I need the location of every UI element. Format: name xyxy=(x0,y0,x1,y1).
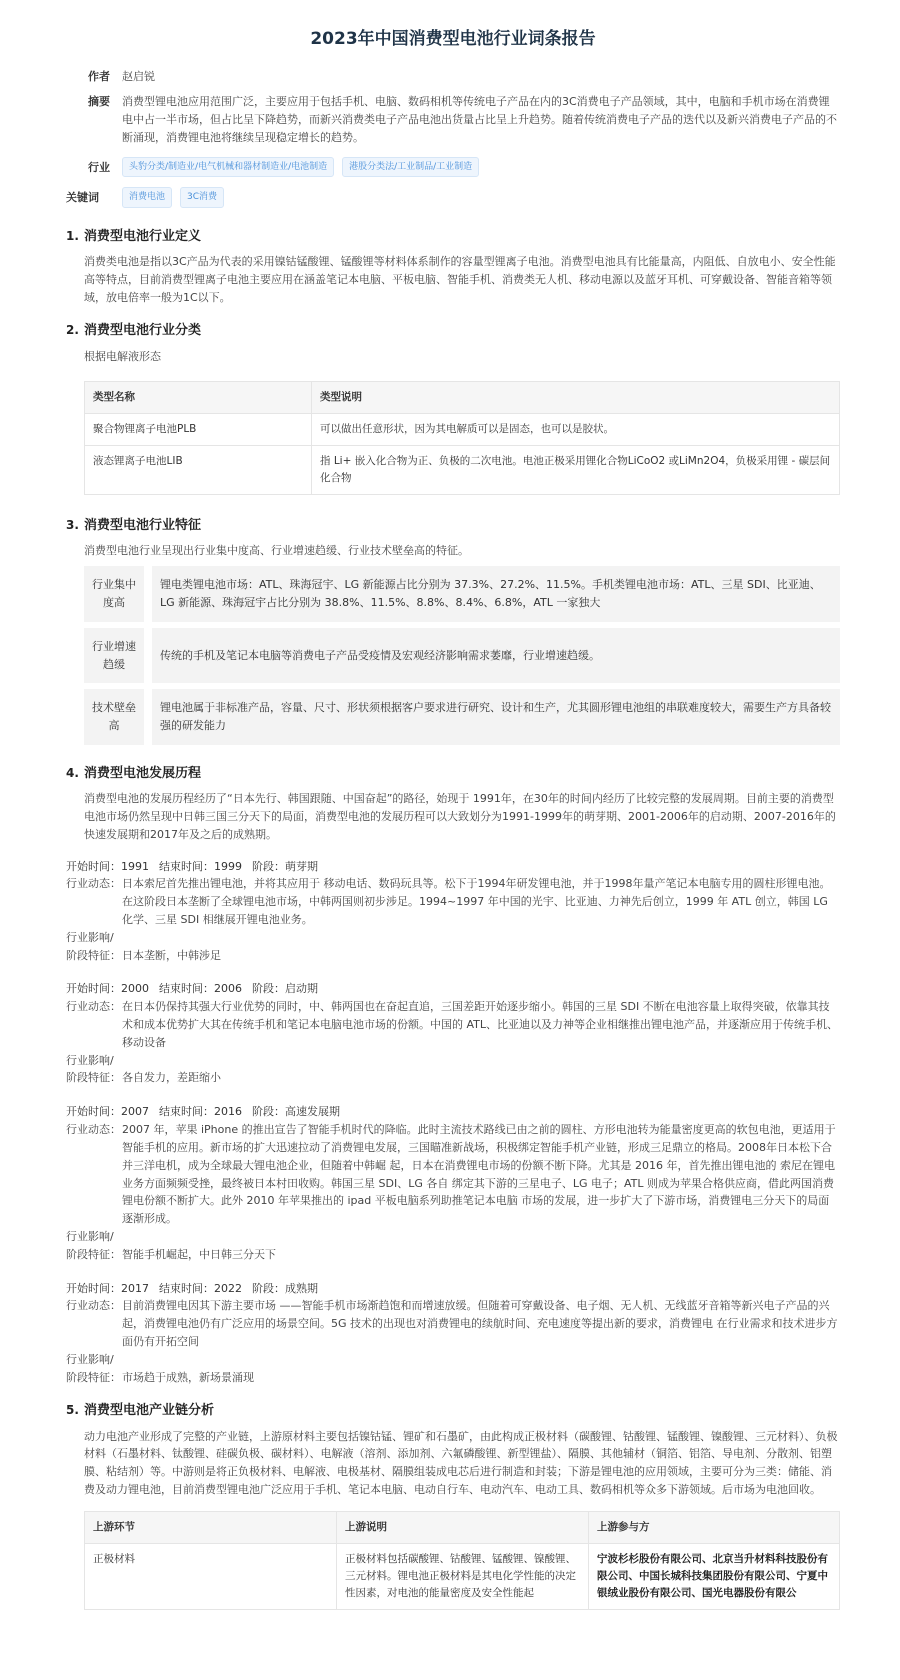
section-number: 2. xyxy=(66,323,79,338)
start-value: 2007 xyxy=(121,1105,149,1119)
table-header: 类型名称 xyxy=(85,382,312,414)
end-value: 1999 xyxy=(214,859,242,873)
stage-block xyxy=(66,858,840,965)
phase-label: 阶段： xyxy=(252,1105,285,1119)
stage-end xyxy=(159,1103,242,1121)
section-title: 消费型电池行业特征 xyxy=(84,518,202,534)
feature-label: 阶段特征： xyxy=(66,1247,121,1261)
section-classification xyxy=(66,320,840,495)
phase-value: 萌芽期 xyxy=(285,859,318,873)
stage-phase xyxy=(252,1280,318,1298)
dynamic-text: 目前消费锂电因其下游主要市场 ——智能手机市场渐趋饱和而增速放缓。但随着可穿戴设备、电子烟、无人机、无线蓝牙音箱等新兴电子产品的兴起，消费锂电池仍有广泛应用的场景空间。5G 技术的出现也对消费锂电的续航时间、充电速度等提出新的要求，消费锂电 在行业需求和技术进步方面仍有开拓空间 xyxy=(122,1299,838,1349)
stage-dynamic-row xyxy=(66,998,840,1051)
keywords-row xyxy=(66,187,840,208)
stage-block xyxy=(66,980,840,1087)
dynamic-text: 在日本仍保持其强大行业优势的同时，中、韩两国也在奋起直追，三国差距开始逐步缩小。韩国的三星 SDI 不断在电池容量上取得突破，依靠其技术和成本优势扩大其在传统手机和笔记本电脑电池市场的份额。中国的 ATL、比亚迪以及力神等企业相继推出锂电池产品，并逐渐应用于传统手机、移动设备 xyxy=(122,1000,839,1049)
feature-text: 各自发力，差距缩小 xyxy=(122,1071,221,1085)
start-label: 开始时间： xyxy=(66,982,121,996)
stage-impact-row xyxy=(66,1052,840,1070)
start-value: 1991 xyxy=(121,859,149,873)
end-value: 2016 xyxy=(214,1105,242,1119)
end-label: 结束时间： xyxy=(159,1105,214,1119)
section-title: 消费型电池产业链分析 xyxy=(84,1403,215,1419)
stage-end xyxy=(159,980,242,998)
impact-label: 行业影响/ xyxy=(66,1229,114,1243)
feature-text: 日本垄断，中韩涉足 xyxy=(122,948,221,962)
section-title: 消费型电池行业分类 xyxy=(84,323,202,339)
table-row xyxy=(85,1543,840,1609)
stage-end xyxy=(159,858,242,876)
section-number: 4. xyxy=(66,766,79,781)
table-header-row xyxy=(85,382,840,414)
table-cell: 宁波杉杉股份有限公司、北京当升材料科技股份有限公司、中国长城科技集团股份有限公司、宁夏中银绒业股份有限公司、国光电器股份有限公 xyxy=(589,1543,840,1609)
section-title: 消费型电池发展历程 xyxy=(84,766,202,782)
end-value: 2006 xyxy=(214,982,242,996)
stage-phase xyxy=(252,1103,340,1121)
table-row xyxy=(85,446,840,495)
table-cell: 聚合物锂离子电池PLB xyxy=(85,414,312,446)
phase-label: 阶段： xyxy=(252,1281,285,1295)
stage-block xyxy=(66,1280,840,1387)
industry-tags xyxy=(122,157,840,178)
stage-phase xyxy=(252,858,318,876)
start-label: 开始时间： xyxy=(66,1281,121,1295)
section-title: 消费型电池行业定义 xyxy=(84,228,202,244)
dynamic-text: 日本索尼首先推出锂电池，并将其应用于 移动电话、数码玩具等。松下于1994年研发锂电池，并于1998年量产笔记本电脑专用的圆柱形锂电池。在这阶段日本垄断了全球锂电池市场，中韩两国则初步涉足。1994~1997 年中国的光宇、比亚迪、力神先后创立，1999 年 ATL 创立，韩国 LG 化学、三星 SDI 相继展开锂电池业务。 xyxy=(122,877,831,926)
dynamic-label: 行业动态： xyxy=(66,1299,121,1313)
stage-impact-row xyxy=(66,1228,840,1246)
table-cell: 可以做出任意形状，因为其电解质可以是固态，也可以是胶状。 xyxy=(312,414,840,446)
industry-tag[interactable]: 头豹分类/制造业/电气机械和器材制造业/电池制造 xyxy=(122,157,334,178)
keyword-tag[interactable]: 消费电池 xyxy=(122,187,172,208)
table-header: 类型说明 xyxy=(312,382,840,414)
stage-start xyxy=(66,1280,149,1298)
table-header: 上游说明 xyxy=(337,1511,589,1543)
stage-start xyxy=(66,1103,149,1121)
phase-value: 成熟期 xyxy=(285,1281,318,1295)
section-heading xyxy=(66,515,840,536)
abstract-row xyxy=(66,93,840,146)
phase-label: 阶段： xyxy=(252,859,285,873)
keyword-tags xyxy=(110,187,840,208)
chain-table xyxy=(84,1511,840,1610)
phase-label: 阶段： xyxy=(252,982,285,996)
stage-impact-row xyxy=(66,929,840,947)
table-cell: 液态锂离子电池LIB xyxy=(85,446,312,495)
stage-feature-row xyxy=(66,947,840,965)
industry-tag[interactable]: 港股分类法/工业制品/工业制造 xyxy=(342,157,479,178)
table-header: 上游参与方 xyxy=(589,1511,840,1543)
start-label: 开始时间： xyxy=(66,1105,121,1119)
section-intro: 消费型电池的发展历程经历了“日本先行、韩国跟随、中国奋起”的路径，始现于 1991年，在30年的时间内经历了比较完整的发展周期。目前主要的消费型电池市场仍然呈现中日韩三国三分天下的局面，消费型电池的发展历程可以大致划分为1991-1999年的萌芽期、2001-2006年的启动期、2007-2016年的快速发展期和2017年及之后的成熟期。 xyxy=(84,792,836,841)
table-header: 上游环节 xyxy=(85,1511,337,1543)
impact-label: 行业影响/ xyxy=(66,1352,114,1366)
feature-label: 阶段特征： xyxy=(66,1370,121,1384)
stage-block xyxy=(66,1103,840,1263)
stage-dynamic-row xyxy=(66,1297,840,1350)
table-cell: 正极材料包括碳酸锂、钴酸锂、锰酸锂、镍酸锂、三元材料。锂电池正极材料是其电化学性能的决定性因素，对电池的能量密度及安全性能起 xyxy=(337,1543,589,1609)
feature-value: 锂电类锂电池市场：ATL、珠海冠宇、LG 新能源占比分别为 37.3%、27.2%、11.5%。手机类锂电池市场：ATL、三星 SDI、比亚迪、LG 新能源、珠海冠宇占比分别为 38.8%、11.5%、8.8%、8.4%、6.8%，ATL 一家独大 xyxy=(152,566,840,622)
industry-label: 行业 xyxy=(88,160,110,174)
industry-row xyxy=(66,157,840,178)
feature-label: 阶段特征： xyxy=(66,948,121,962)
section-number: 5. xyxy=(66,1403,79,1418)
table-header-row xyxy=(85,1511,840,1543)
stage-time-row xyxy=(66,1280,840,1298)
feature-key: 行业增速趋缓 xyxy=(84,628,144,684)
abstract-text: 消费型锂电池应用范围广泛，主要应用于包括手机、电脑、数码相机等传统电子产品在内的3C消费电子产品领域，其中，电脑和手机市场在消费锂电中占一半市场，但占比呈下降趋势，而新兴消费类电子产品电池出货量占比呈上升趋势。随着传统消费电子产品的迭代以及新兴消费电子产品的不断涌现，消费锂电池将继续呈现稳定增长的趋势。 xyxy=(122,95,837,144)
section-heading xyxy=(66,226,840,247)
author-row xyxy=(66,68,840,86)
dynamic-text: 2007 年，苹果 iPhone 的推出宣告了智能手机时代的降临。此时主流技术路线已由之前的圆柱、方形电池转为能量密度更高的软包电池，更适用于智能手机的应用。新市场的扩大迅速拉动了消费锂电发展，三国瞄准新战场，积极绑定智能手机产业链，形成三足鼎立的格局。2008年日本松下合并三洋电机，成为全球最大锂电池企业，但随着中韩崛 起，日本在消费锂电市场的份额不断下降。尤其是 2016 年，首先推出锂电池的 索尼在锂电业务方面频频受挫，最终被日本村田收购。韩国三星 SDI、LG 各自 绑定其下游的三星电子、LG 电子；ATL 则成为苹果合格供应商，借此两国消费 锂电份额不断扩大。此外 2010 年苹果推出的 ipad 平板电脑系列助推笔记本电脑 市场的发展，进一步扩大了下游市场，消费锂电三分天下的局面逐渐形成。 xyxy=(122,1123,836,1226)
start-value: 2017 xyxy=(121,1281,149,1295)
abstract-label: 摘要 xyxy=(88,95,110,109)
author-label: 作者 xyxy=(88,69,110,83)
feature-value: 锂电池属于非标准产品，容量、尺寸、形状须根据客户要求进行研究、设计和生产，尤其圆形锂电池组的串联难度较大，需要生产方具备较强的研发能力 xyxy=(152,689,840,745)
section-intro: 消费型电池行业呈现出行业集中度高、行业增速趋缓、行业技术壁垒高的特征。 xyxy=(84,544,469,558)
stage-time-row xyxy=(66,1103,840,1121)
section-paragraph: 消费类电池是指以3C产品为代表的采用镍钴锰酸锂、锰酸锂等材料体系制作的容量型锂离子电池。消费型电池具有比能量高，内阻低、自放电小、安全性能高等特点，目前消费型锂离子电池主要应用在涵盖笔记本电脑、平板电脑、智能手机、消费类无人机、移动电源以及蓝牙耳机、可穿戴设备、智能音箱等领域，放电倍率一般为1C以下。 xyxy=(84,255,836,304)
author-name: 赵启锐 xyxy=(122,69,155,83)
stage-start xyxy=(66,980,149,998)
end-value: 2022 xyxy=(214,1281,242,1295)
keywords-label: 关键词 xyxy=(66,191,99,205)
section-features xyxy=(66,515,840,745)
phase-value: 启动期 xyxy=(285,982,318,996)
feature-text: 市场趋于成熟，新场景涌现 xyxy=(122,1370,254,1384)
stage-impact-row xyxy=(66,1351,840,1369)
feature-value: 传统的手机及笔记本电脑等消费电子产品受疫情及宏观经济影响需求萎靡，行业增速趋缓。 xyxy=(152,628,840,684)
dynamic-label: 行业动态： xyxy=(66,1000,121,1014)
stage-time-row xyxy=(66,980,840,998)
feature-row xyxy=(84,628,840,684)
start-value: 2000 xyxy=(121,982,149,996)
section-heading xyxy=(66,320,840,341)
end-label: 结束时间： xyxy=(159,1281,214,1295)
dynamic-label: 行业动态： xyxy=(66,877,121,891)
stage-feature-row xyxy=(66,1069,840,1087)
stage-dynamic-row xyxy=(66,1121,840,1228)
stage-feature-row xyxy=(66,1369,840,1387)
section-definition xyxy=(66,226,840,306)
section-number: 1. xyxy=(66,228,79,243)
end-label: 结束时间： xyxy=(159,859,214,873)
table-row xyxy=(85,414,840,446)
impact-label: 行业影响/ xyxy=(66,1053,114,1067)
feature-key: 技术壁垒高 xyxy=(84,689,144,745)
stage-dynamic-row xyxy=(66,875,840,928)
stage-feature-row xyxy=(66,1246,840,1264)
section-intro: 动力电池产业形成了完整的产业链，上游原材料主要包括镍钴锰、锂矿和石墨矿，由此构成正极材料（碳酸锂、钴酸锂、锰酸锂、镍酸锂、三元材料）、负极材料（石墨材料、钛酸锂、硅碳负极、碳材料）、电解液（溶剂、添加剂、六氟磷酸锂、新型锂盐）、隔膜、其他辅材（铜箔、铝箔、导电剂、分散剂、铝塑膜、粘结剂）等。中游则是将正负极材料、电解液、电极基材、隔膜组装成电芯后进行制造和封装；下游是锂电池的应用领域，主要可分为三类：储能、消费及动力锂电池，目前消费型锂电池广泛应用于手机、笔记本电脑、电动自行车、电动汽车、电动工具、数码相机等众多下游领域。后市场为电池回收。 xyxy=(84,1429,838,1496)
section-intro: 根据电解液形态 xyxy=(84,349,161,363)
page-title: 2023年中国消费型电池行业词条报告 xyxy=(310,29,596,49)
feature-label: 阶段特征： xyxy=(66,1071,121,1085)
stage-phase xyxy=(252,980,318,998)
section-chain xyxy=(66,1400,840,1609)
feature-key: 行业集中度高 xyxy=(84,566,144,622)
keyword-tag[interactable]: 3C消费 xyxy=(180,187,224,208)
stage-list xyxy=(66,858,840,1387)
stage-end xyxy=(159,1280,242,1298)
table-cell: 指 Li+ 嵌入化合物为正、负极的二次电池。电池正极采用锂化合物LiCoO2 或LiMn2O4，负极采用锂 - 碳层间化合物 xyxy=(312,446,840,495)
section-history xyxy=(66,763,840,1386)
section-number: 3. xyxy=(66,518,79,533)
feature-text: 智能手机崛起，中日韩三分天下 xyxy=(122,1247,276,1261)
section-heading xyxy=(66,1400,840,1421)
feature-row xyxy=(84,566,840,622)
feature-row xyxy=(84,689,840,745)
classification-table xyxy=(84,381,840,495)
table-cell: 正极材料 xyxy=(85,1543,337,1609)
dynamic-label: 行业动态： xyxy=(66,1123,121,1137)
impact-label: 行业影响/ xyxy=(66,930,114,944)
section-heading xyxy=(66,763,840,784)
end-label: 结束时间： xyxy=(159,982,214,996)
stage-start xyxy=(66,858,149,876)
stage-time-row xyxy=(66,858,840,876)
phase-value: 高速发展期 xyxy=(285,1105,340,1119)
start-label: 开始时间： xyxy=(66,859,121,873)
